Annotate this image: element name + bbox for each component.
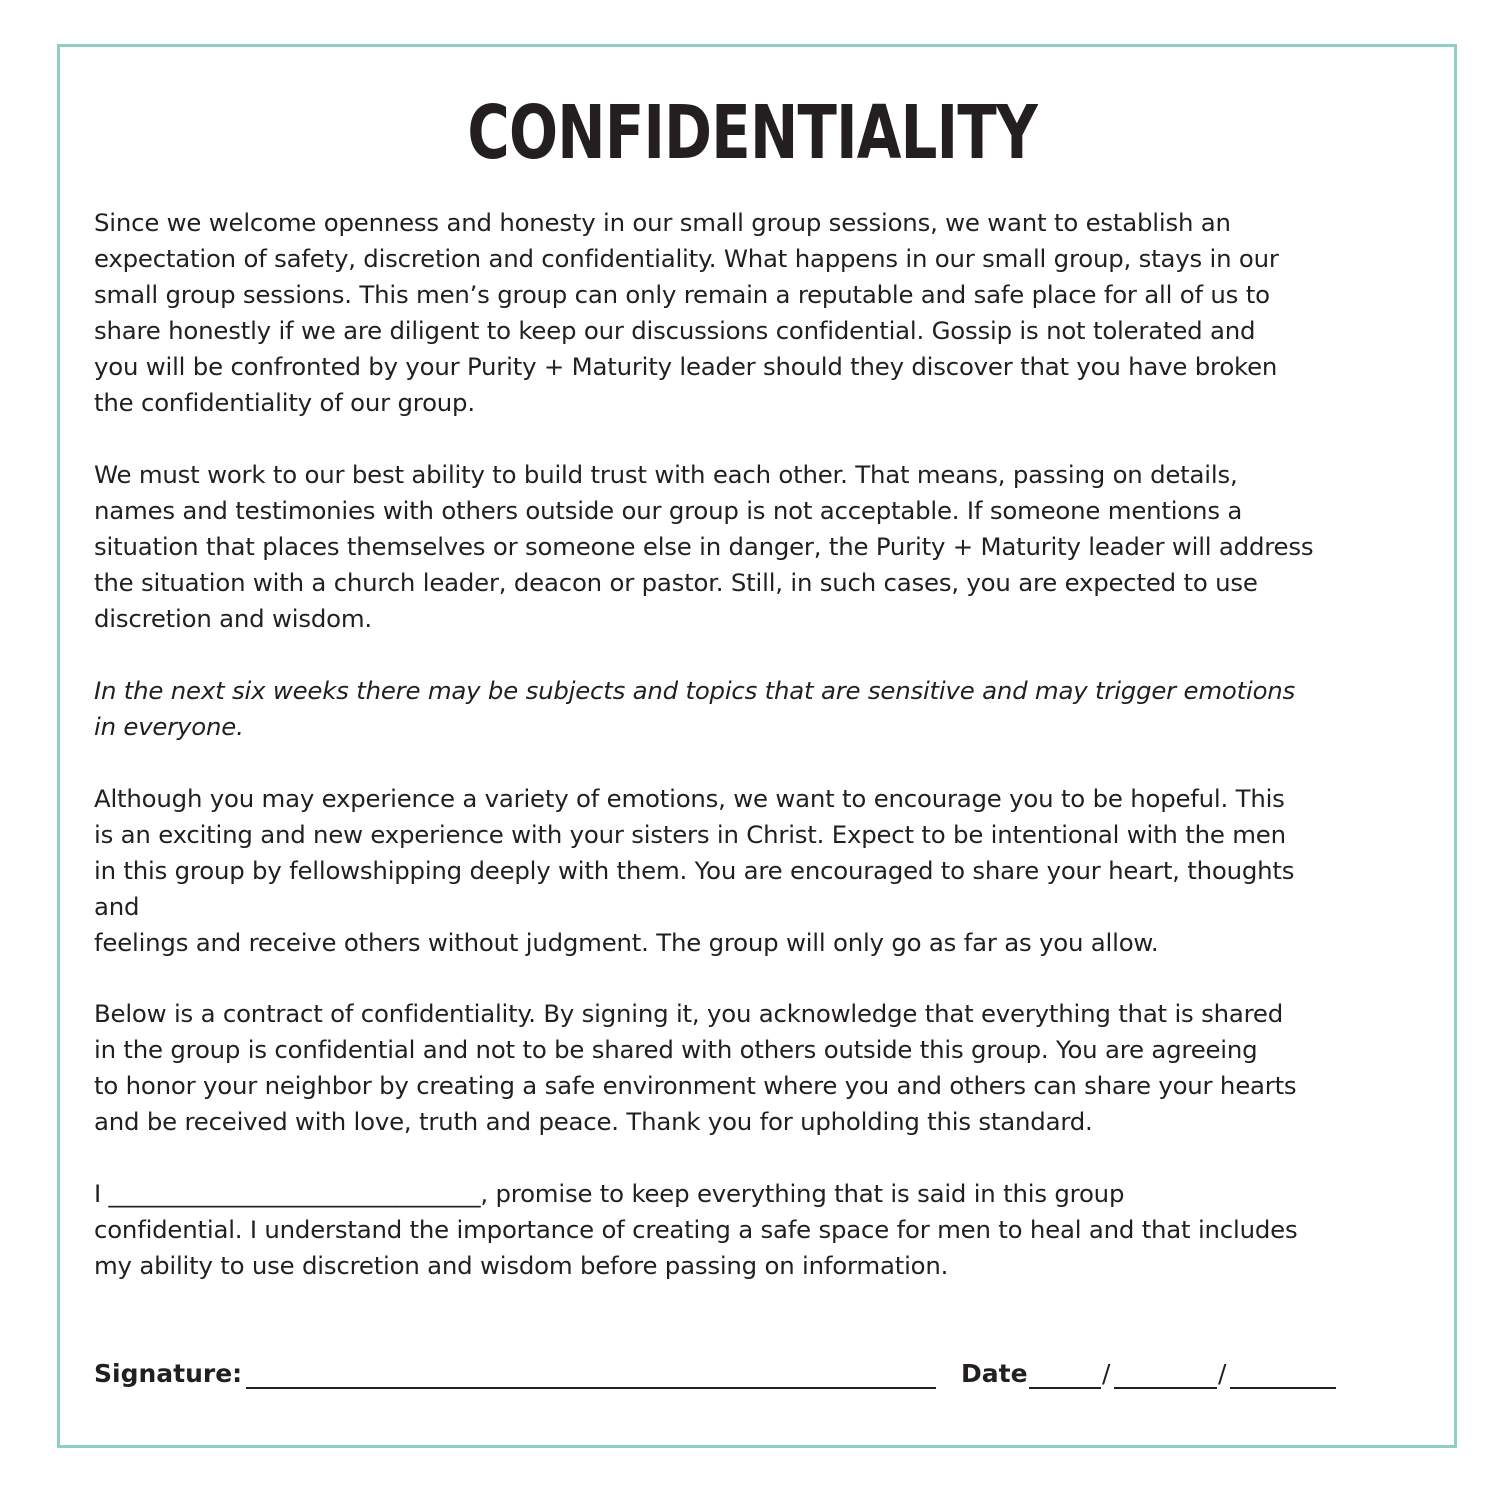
paragraph-sensitive-note — [94, 673, 1439, 745]
text-line: situation that places themselves or someone else in danger, the Purity + Maturity leader will address — [94, 532, 1314, 561]
text-line: I _______________________________, promise to keep everything that is said in this group — [94, 1179, 1125, 1208]
text-line: Although you may experience a variety of emotions, we want to encourage you to be hopeful. This — [94, 784, 1285, 813]
text-line: the confidentiality of our group. — [94, 388, 475, 417]
text-line: expectation of safety, discretion and confidentiality. What happens in our small group, stays in our — [94, 244, 1279, 273]
text-line: small group sessions. This men’s group can only remain a reputable and safe place for all of us to — [94, 280, 1270, 309]
paragraph-trust — [94, 457, 1439, 637]
text-line: names and testimonies with others outside our group is not acceptable. If someone mentions a — [94, 496, 1243, 525]
text-line: and — [94, 892, 140, 921]
text-line: Below is a contract of confidentiality. By signing it, you acknowledge that everything that is shared — [94, 999, 1284, 1028]
page-title: CONFIDENTIALITY — [467, 90, 1037, 176]
text-line: confidential. I understand the importance of creating a safe space for men to heal and that includes — [94, 1215, 1298, 1244]
paragraph-promise — [94, 1176, 1439, 1284]
text-line: is an exciting and new experience with your sisters in Christ. Expect to be intentional with the men — [94, 820, 1286, 849]
date-separator: / — [1102, 1359, 1111, 1388]
text-line: in everyone. — [94, 712, 244, 741]
text-line: my ability to use discretion and wisdom before passing on information. — [94, 1251, 949, 1280]
text-line: discretion and wisdom. — [94, 604, 372, 633]
paragraph-encouragement — [94, 781, 1439, 961]
text-line: in the group is confidential and not to be shared with others outside this group. You are agreeing — [94, 1035, 1258, 1064]
signature-label: Signature: — [94, 1359, 243, 1388]
text-line: share honestly if we are diligent to keep our discussions confidential. Gossip is not tolerated and — [94, 316, 1256, 345]
paragraph-contract — [94, 996, 1439, 1140]
text-line: We must work to our best ability to build trust with each other. That means, passing on details, — [94, 460, 1238, 489]
text-line: In the next six weeks there may be subjects and topics that are sensitive and may trigger emotions — [94, 676, 1296, 705]
text-line: the situation with a church leader, deacon or pastor. Still, in such cases, you are expected to use — [94, 568, 1258, 597]
date-day-line[interactable] — [1114, 1387, 1217, 1389]
text-line: Since we welcome openness and honesty in our small group sessions, we want to establish an — [94, 208, 1231, 237]
signature-line[interactable] — [246, 1387, 936, 1389]
paragraph-intro — [94, 205, 1439, 421]
text-line: to honor your neighbor by creating a safe environment where you and others can share your hearts — [94, 1071, 1297, 1100]
date-year-line[interactable] — [1230, 1387, 1336, 1389]
text-line: and be received with love, truth and peace. Thank you for upholding this standard. — [94, 1107, 1093, 1136]
text-line: in this group by fellowshipping deeply with them. You are encouraged to share your heart, thoughts — [94, 856, 1295, 885]
date-separator: / — [1218, 1359, 1227, 1388]
date-month-line[interactable] — [1029, 1387, 1101, 1389]
text-line: you will be confronted by your Purity + Maturity leader should they discover that you have broken — [94, 352, 1278, 381]
text-line: feelings and receive others without judgment. The group will only go as far as you allow. — [94, 928, 1159, 957]
date-label: Date — [961, 1359, 1028, 1388]
